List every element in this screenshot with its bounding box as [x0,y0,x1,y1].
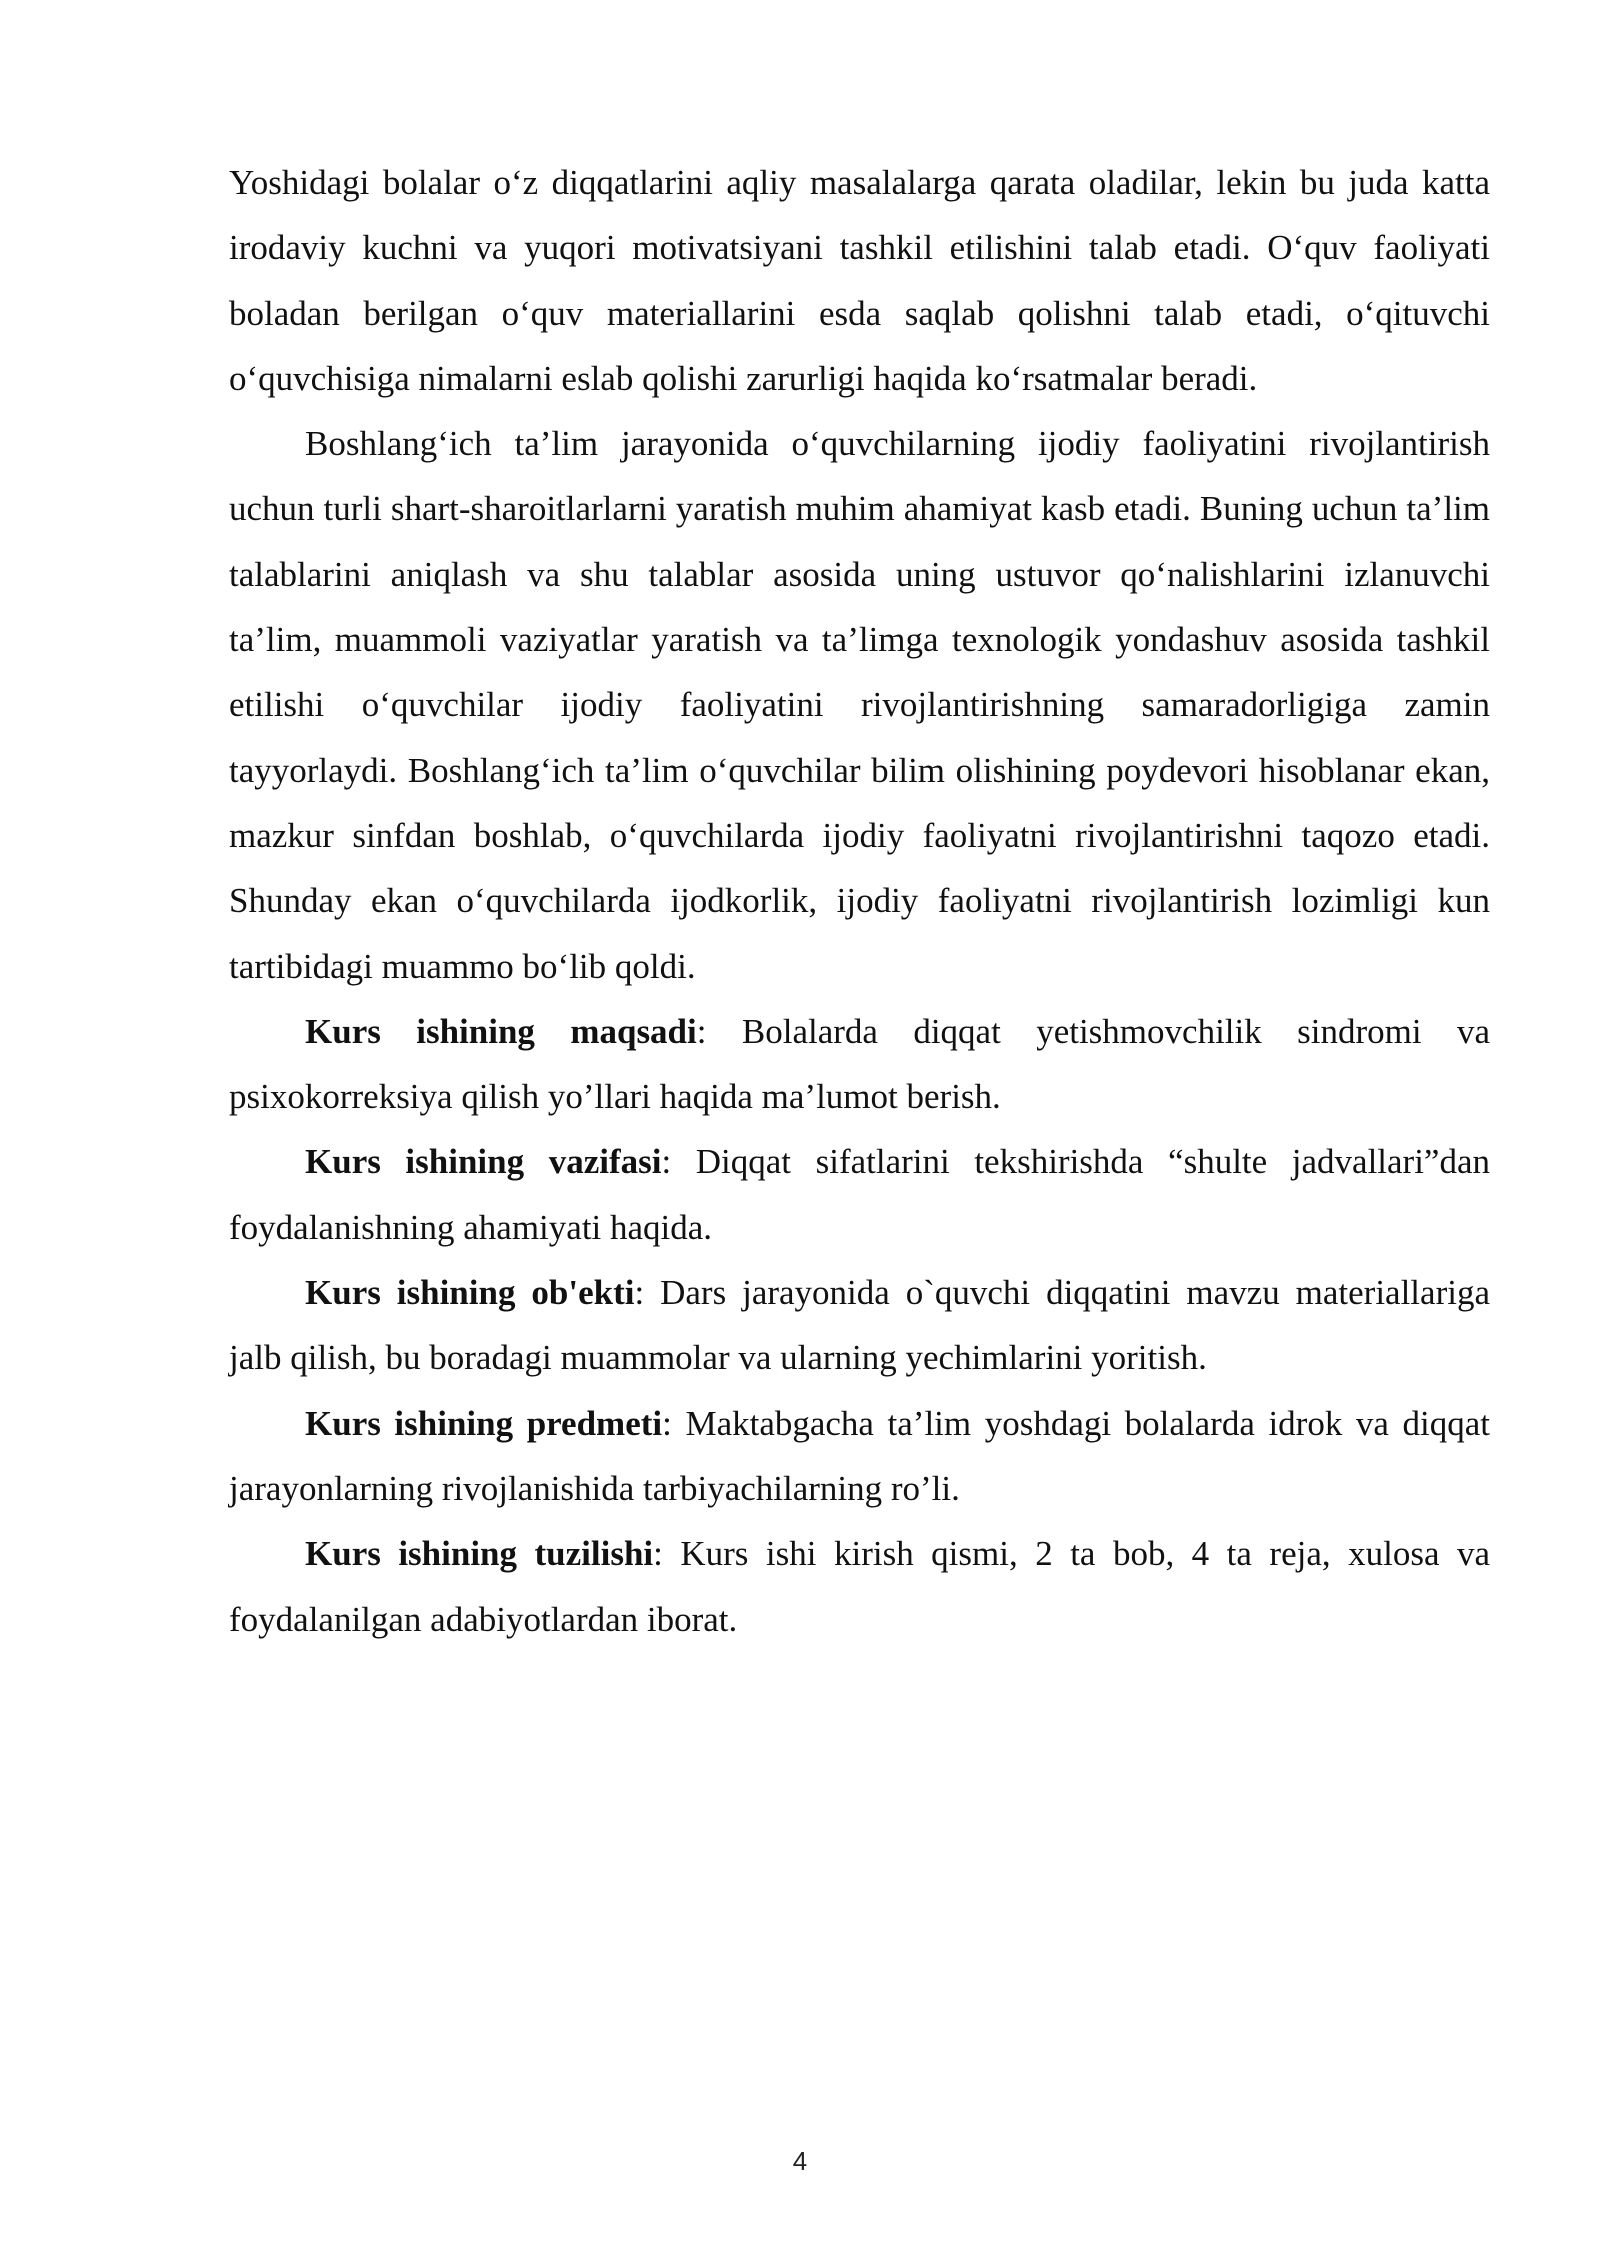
course-task-text: : Diqqat sifatlarini tekshirishda “shulte jadvallari”dan foydalanishning ahamiyati haqida. [229,1142,1490,1247]
course-structure-paragraph [229,1521,1490,1652]
body-paragraph: Boshlang‘ich ta’lim jarayonida o‘quvchilarning ijodiy faoliyatini rivojlantirish uchun turli shart-sharoitlarlarni yaratish muhim ahamiyat kasb etadi. Buning uchun ta’lim talablarini aniqlash va shu talablar asosida uning ustuvor qo‘nalishlarini izlanuvchi ta’lim, muammoli vaziyatlar yaratish va ta’limga texnologik yondashuv asosida tashkil etilishi o‘quvchilar ijodiy faoliyatini rivojlantirishning samaradorligiga zamin tayyorlaydi. Boshlang‘ich ta’lim o‘quvchilar bilim olishining poydevori hisoblanar ekan, mazkur sinfdan boshlab, o‘quvchilarda ijodiy faoliyatni rivojlantirishni taqozo etadi. Shunday ekan o‘quvchilarda ijodkorlik, ijodiy faoliyatni rivojlantirish lozimligi kun tartibidagi muammo bo‘lib qoldi. [229,424,1490,986]
course-subject-paragraph [229,1391,1490,1522]
course-object-label: Kurs ishining ob'ekti [305,1273,635,1313]
course-structure-label: Kurs ishining tuzilishi [305,1534,654,1574]
document-body [229,150,1490,1652]
page-number: 4 [792,2146,808,2176]
course-task-label: Kurs ishining vazifasi [305,1142,662,1182]
course-object-paragraph [229,1260,1490,1391]
course-task-paragraph [229,1129,1490,1260]
course-structure-text: : Kurs ishi kirish qismi, 2 ta bob, 4 ta reja, xulosa va foydalanilgan adabiyotlardan iborat. [229,1534,1491,1639]
course-goal-text: : Bolalarda diqqat yetishmovchilik sindromi va psixokorreksiya qilish yo’llari haqida ma’lumot berish. [229,1011,1491,1117]
course-subject-text: : Maktabgacha ta’lim yoshdagi bolalarda idrok va diqqat jarayonlarning rivojlanishida tarbiyachilarning ro’li. [229,1403,1490,1508]
course-goal-label: Kurs ishining maqsadi [305,1011,697,1051]
course-goal-paragraph [229,999,1490,1130]
body-paragraph: Yoshidagi bolalar o‘z diqqatlarini aqliy masalalarga qarata oladilar, lekin bu juda katta irodaviy kuchni va yuqori motivatsiyani tashkil etilishini talab etadi. O‘quv faoliyati boladan berilgan o‘quv materiallarini esda saqlab qolishni talab etadi, o‘qituvchi o‘quvchisiga nimalarni eslab qolishi zarurligi haqida ko‘rsatmalar beradi. [229,163,1490,398]
course-subject-label: Kurs ishining predmeti [305,1403,663,1443]
course-object-text: : Dars jarayonida o`quvchi diqqatini mavzu materiallariga jalb qilish, bu boradagi muammolar va ularning yechimlarini yoritish. [229,1273,1490,1378]
